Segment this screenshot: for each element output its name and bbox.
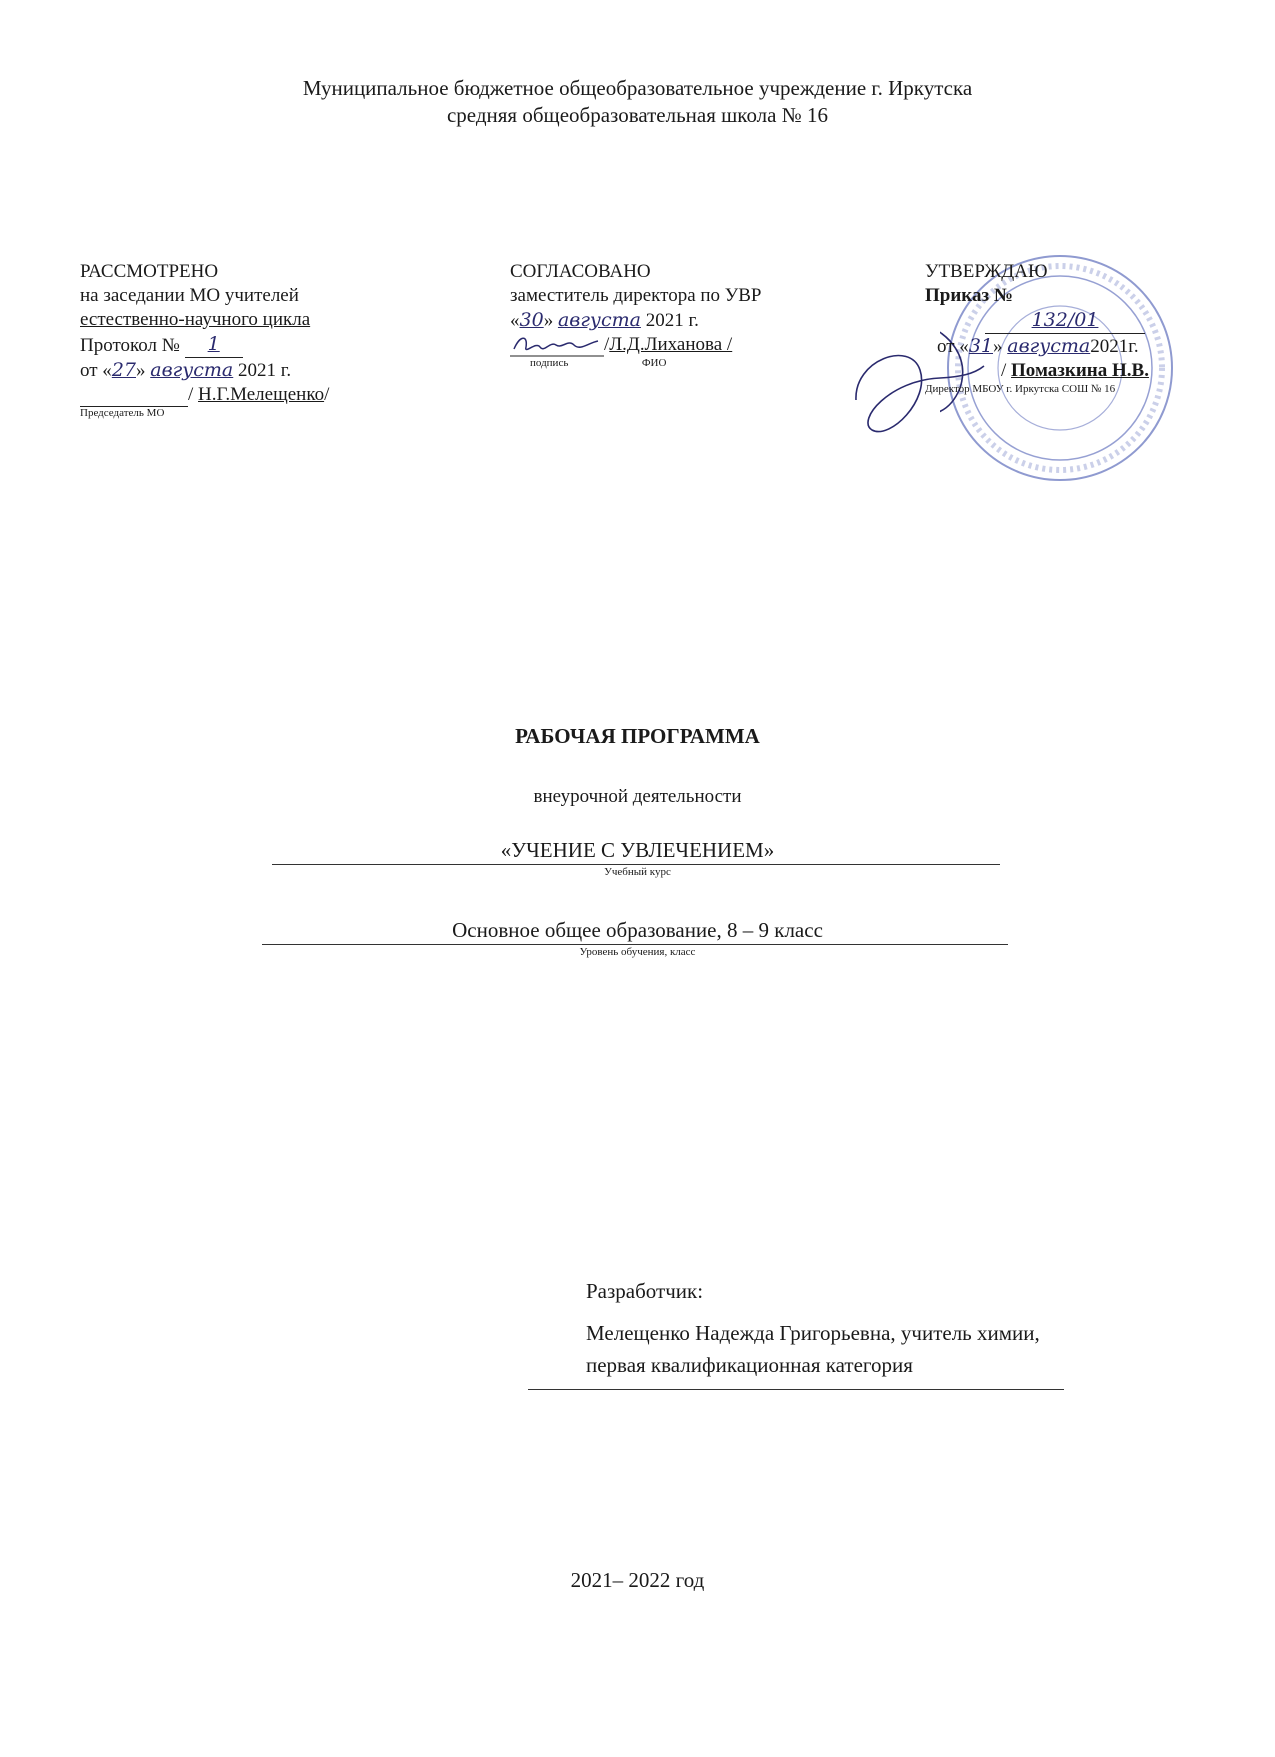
course-name: «УЧЕНИЕ С УВЛЕЧЕНИЕМ»	[500, 838, 775, 862]
program-title: РАБОЧАЯ ПРОГРАММА	[515, 724, 760, 748]
level-underline	[262, 944, 1008, 945]
reviewed-line1: на заседании МО учителей	[80, 285, 299, 306]
developer-label: Разработчик:	[586, 1279, 704, 1303]
course-underline	[272, 864, 1000, 865]
reviewed-date: от «27» августа 2021 г.	[80, 359, 292, 381]
academic-year: 2021– 2022 год	[570, 1568, 705, 1592]
level-caption: Уровень обучения, класс	[579, 946, 696, 958]
agreed-day: 30	[519, 309, 544, 331]
protocol-number: 1	[207, 333, 220, 355]
reviewed-block	[80, 260, 329, 420]
reviewed-day: 27	[111, 359, 136, 381]
approved-block	[925, 260, 1149, 396]
approved-signer: Помазкина Н.В.	[1011, 360, 1149, 381]
agreed-captions: подпись ФИО	[530, 357, 667, 369]
approved-month: августа	[1007, 335, 1091, 357]
program-subtitle: внеурочной деятельности	[533, 786, 742, 807]
approved-role: Директор МБОУ г. Иркутска СОШ № 16	[925, 383, 1116, 395]
agreed-signer: Л.Д.Лиханова /	[609, 334, 733, 355]
approved-day: 31	[968, 335, 993, 357]
course-caption: Учебный курс	[604, 866, 671, 878]
reviewed-role: Председатель МО	[80, 407, 165, 419]
developer-underline	[528, 1389, 1064, 1390]
approved-date: от «31» августа2021г.	[937, 335, 1139, 357]
agreed-block	[510, 260, 762, 370]
school-header	[0, 75, 1275, 129]
approved-order-number: 132/01	[925, 308, 1149, 334]
reviewed-signature: / Н.Г.Мелещенко/	[80, 383, 329, 407]
school-name-line2: средняя общеобразовательная школа № 16	[446, 103, 828, 127]
agreed-heading: СОГЛАСОВАНО	[510, 261, 651, 282]
approved-order-label: Приказ №	[925, 285, 1013, 306]
agreed-signature: /Л.Д.Лиханова /	[510, 333, 762, 357]
reviewed-line2: естественно-научного цикла	[80, 309, 311, 330]
developer-category: первая квалификационная категория	[586, 1353, 913, 1377]
agreed-date: «30» августа 2021 г.	[510, 309, 699, 331]
education-level: Основное общее образование, 8 – 9 класс	[452, 918, 823, 942]
reviewed-heading: РАССМОТРЕНО	[80, 261, 219, 282]
school-name-line1: Муниципальное бюджетное общеобразовательное учреждение г. Иркутска	[302, 76, 973, 100]
approved-signature: / Помазкина Н.В.	[1001, 360, 1149, 381]
developer-name: Мелещенко Надежда Григорьевна, учитель химии,	[586, 1321, 1040, 1345]
approved-heading: УТВЕРЖДАЮ	[925, 261, 1048, 282]
developer-block	[586, 1275, 1040, 1381]
reviewed-month: августа	[150, 359, 234, 381]
agreed-month: августа	[557, 309, 641, 331]
agreed-line1: заместитель директора по УВР	[510, 285, 762, 306]
handwritten-signature	[510, 333, 604, 357]
reviewed-protocol: Протокол № 1	[80, 332, 329, 358]
